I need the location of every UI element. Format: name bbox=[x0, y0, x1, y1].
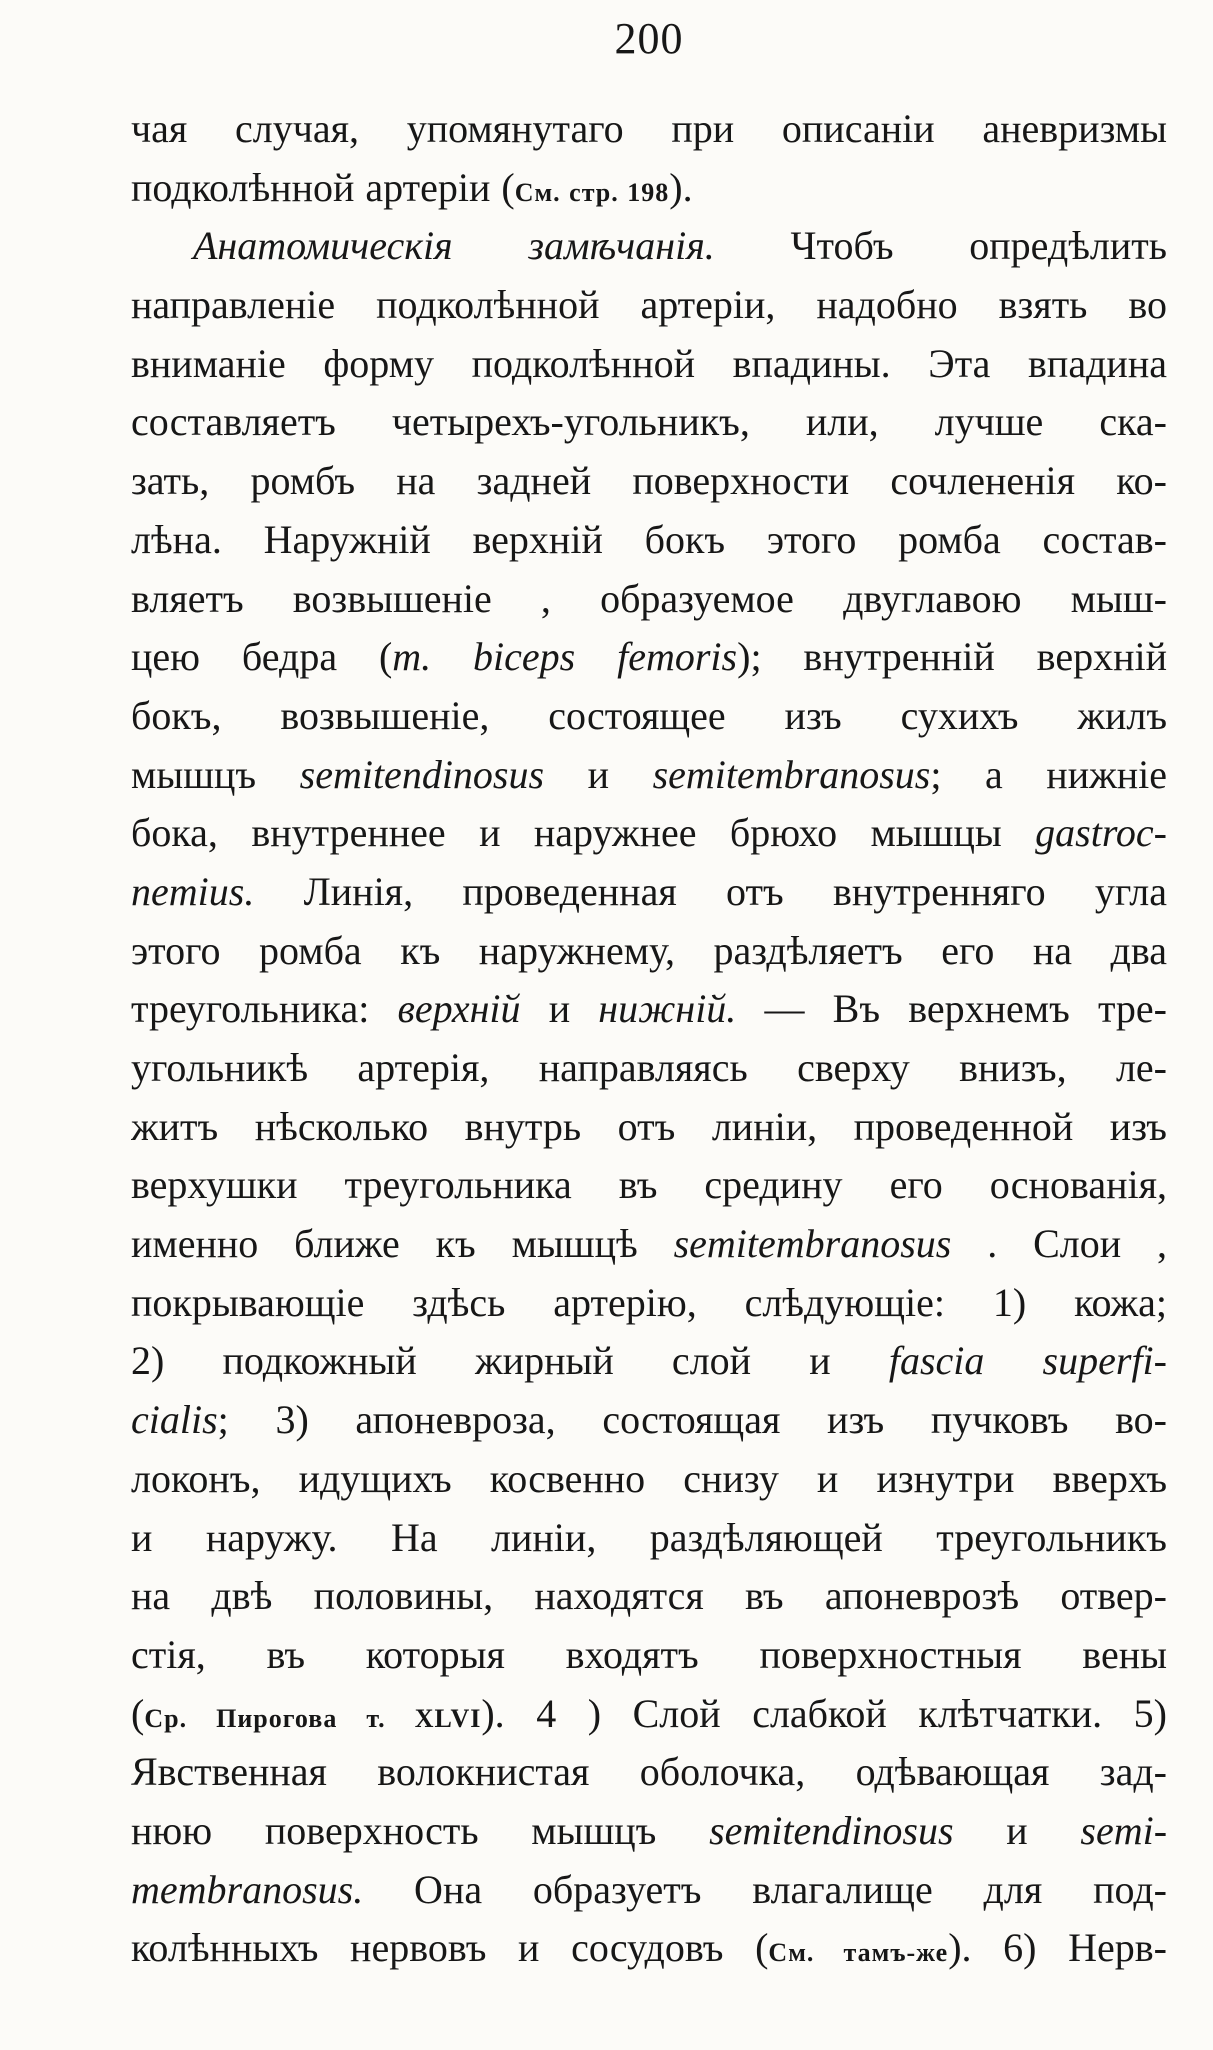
text-run: чая случая, упомянутаго при описаніи аневризмы bbox=[131, 106, 1167, 151]
text-line bbox=[131, 1391, 1167, 1450]
italic-text-run: верхній bbox=[397, 986, 521, 1032]
text-line bbox=[131, 1450, 1167, 1509]
italic-text-run: m. biceps femoris bbox=[392, 634, 738, 680]
text-line bbox=[131, 1743, 1167, 1802]
text-line bbox=[131, 511, 1167, 570]
text-run: именно ближе къ мышцѣ bbox=[131, 1221, 674, 1267]
text-line bbox=[131, 159, 1167, 218]
text-line bbox=[131, 276, 1167, 335]
text-line bbox=[131, 1332, 1167, 1391]
text-line bbox=[131, 1626, 1167, 1685]
text-run: подколѣнной артеріи ( bbox=[131, 164, 515, 210]
italic-text-run: nemius. bbox=[131, 868, 255, 914]
text-run: лѣна. Наружній верхній бокъ этого ромба состав- bbox=[131, 516, 1167, 562]
text-run: ; 3) апоневроза, состоящая изъ пучковъ во- bbox=[217, 1397, 1167, 1443]
text-line bbox=[131, 1567, 1167, 1626]
text-run: треугольника: bbox=[131, 986, 398, 1032]
italic-text-run: Анатомическія замѣчанія. bbox=[193, 223, 715, 269]
text-run: 2) подкожный жирный слой и bbox=[131, 1338, 889, 1384]
paragraph bbox=[131, 217, 1167, 1978]
text-line bbox=[131, 570, 1167, 629]
text-run: локонъ, идущихъ косвенно снизу и изнутри вверхъ bbox=[131, 1455, 1167, 1501]
text-line bbox=[131, 1802, 1167, 1861]
text-line bbox=[131, 1861, 1167, 1920]
paragraph bbox=[131, 100, 1167, 217]
text-run: Чтобъ опредѣлить bbox=[714, 223, 1167, 269]
text-line bbox=[131, 687, 1167, 746]
text-run: и bbox=[953, 1807, 1081, 1853]
text-run: направленіе подколѣнной артеріи, надобно взять во bbox=[131, 282, 1167, 328]
small-reference-text: См. тамъ-же bbox=[768, 1938, 949, 1968]
text-line bbox=[131, 452, 1167, 511]
text-run: и наружу. На линіи, раздѣляющей треугольникъ bbox=[131, 1514, 1167, 1560]
italic-text-run: fascia superfi- bbox=[888, 1338, 1167, 1384]
text-run: ( bbox=[131, 1690, 145, 1736]
text-line bbox=[131, 1274, 1167, 1333]
italic-text-run: semitembranosus bbox=[673, 1221, 952, 1267]
text-run: бока, внутреннее и наружнее брюхо мышцы bbox=[131, 810, 1036, 856]
small-reference-text: Ср. Пирогова т. XLVI bbox=[144, 1703, 482, 1733]
text-run: бокъ, возвышеніе, состоящее изъ сухихъ жилъ bbox=[131, 692, 1167, 738]
text-line bbox=[131, 863, 1167, 922]
text-run: Явственная волокнистая оболочка, одѣвающая зад- bbox=[131, 1749, 1167, 1795]
text-run: вляетъ возвышеніе , образуемое двуглавою мыш- bbox=[131, 575, 1167, 621]
text-run: на двѣ половины, находятся въ апоневрозѣ отвер- bbox=[131, 1573, 1167, 1619]
text-run: нюю поверхность мышцъ bbox=[131, 1807, 710, 1853]
text-line bbox=[131, 628, 1167, 687]
text-run: Она образуетъ влагалище для под- bbox=[363, 1866, 1167, 1912]
text-run: . Слои , bbox=[951, 1221, 1167, 1267]
text-run: ); внутренній верхній bbox=[737, 634, 1167, 680]
text-line bbox=[131, 335, 1167, 394]
text-line bbox=[131, 1509, 1167, 1568]
text-run: и bbox=[544, 751, 653, 797]
text-line bbox=[131, 1039, 1167, 1098]
italic-text-run: semitembranosus bbox=[652, 751, 931, 797]
text-run: ). bbox=[669, 164, 693, 210]
italic-text-run: membranosus. bbox=[131, 1866, 364, 1912]
text-run: — Въ верхнемъ тре- bbox=[736, 986, 1167, 1032]
text-line bbox=[131, 1919, 1167, 1978]
text-line bbox=[131, 217, 1167, 276]
text-run: стія, въ которыя входятъ поверхностныя вены bbox=[131, 1631, 1167, 1677]
text-run: зать, ромбъ на задней поверхности сочлененія ко- bbox=[131, 458, 1167, 504]
text-run: Линія, проведенная отъ внутренняго угла bbox=[254, 868, 1167, 914]
text-line bbox=[131, 1156, 1167, 1215]
text-run: верхушки треугольника въ средину его основанія, bbox=[131, 1162, 1167, 1208]
text-run: мышцъ bbox=[131, 751, 300, 797]
text-line bbox=[131, 746, 1167, 805]
text-line bbox=[131, 804, 1167, 863]
text-line bbox=[131, 1215, 1167, 1274]
text-run: цею бедра ( bbox=[131, 634, 393, 680]
text-line bbox=[131, 1098, 1167, 1157]
text-line bbox=[131, 393, 1167, 452]
text-line bbox=[131, 980, 1167, 1039]
italic-text-run: нижній. bbox=[598, 986, 737, 1032]
text-run: колѣнныхъ нервовъ и сосудовъ ( bbox=[131, 1925, 769, 1971]
italic-text-run: gastroc- bbox=[1035, 810, 1167, 856]
text-run: угольникѣ артерія, направляясь сверху внизъ, ле- bbox=[131, 1045, 1167, 1090]
body-text bbox=[131, 100, 1167, 1978]
italic-text-run: semitendinosus bbox=[709, 1807, 954, 1853]
small-reference-text: См. стр. 198 bbox=[514, 177, 670, 207]
text-line bbox=[131, 922, 1167, 981]
text-run: вниманіе форму подколѣнной впадины. Эта впадина bbox=[131, 340, 1167, 386]
text-run: ). 6) Нерв- bbox=[948, 1925, 1167, 1971]
text-run: составляетъ четырехъ-угольникъ, или, лучше ска- bbox=[131, 399, 1167, 445]
text-run: этого ромба къ наружнему, раздѣляетъ его на два bbox=[131, 927, 1167, 973]
text-line bbox=[131, 100, 1167, 159]
text-run: житъ нѣсколько внутрь отъ линіи, проведенной изъ bbox=[131, 1103, 1167, 1149]
text-run: и bbox=[520, 986, 599, 1032]
text-run: ; а нижніе bbox=[930, 751, 1167, 797]
italic-text-run: semitendinosus bbox=[299, 751, 545, 797]
text-run: ). 4 ) Слой слабкой клѣтчатки. 5) bbox=[481, 1690, 1167, 1736]
italic-text-run: semi- bbox=[1080, 1807, 1167, 1853]
italic-text-run: cialis bbox=[131, 1397, 218, 1443]
text-run: покрывающіе здѣсь артерію, слѣдующіе: 1) кожа; bbox=[131, 1279, 1167, 1325]
page-number: 200 bbox=[614, 14, 684, 63]
text-line bbox=[131, 1685, 1167, 1744]
